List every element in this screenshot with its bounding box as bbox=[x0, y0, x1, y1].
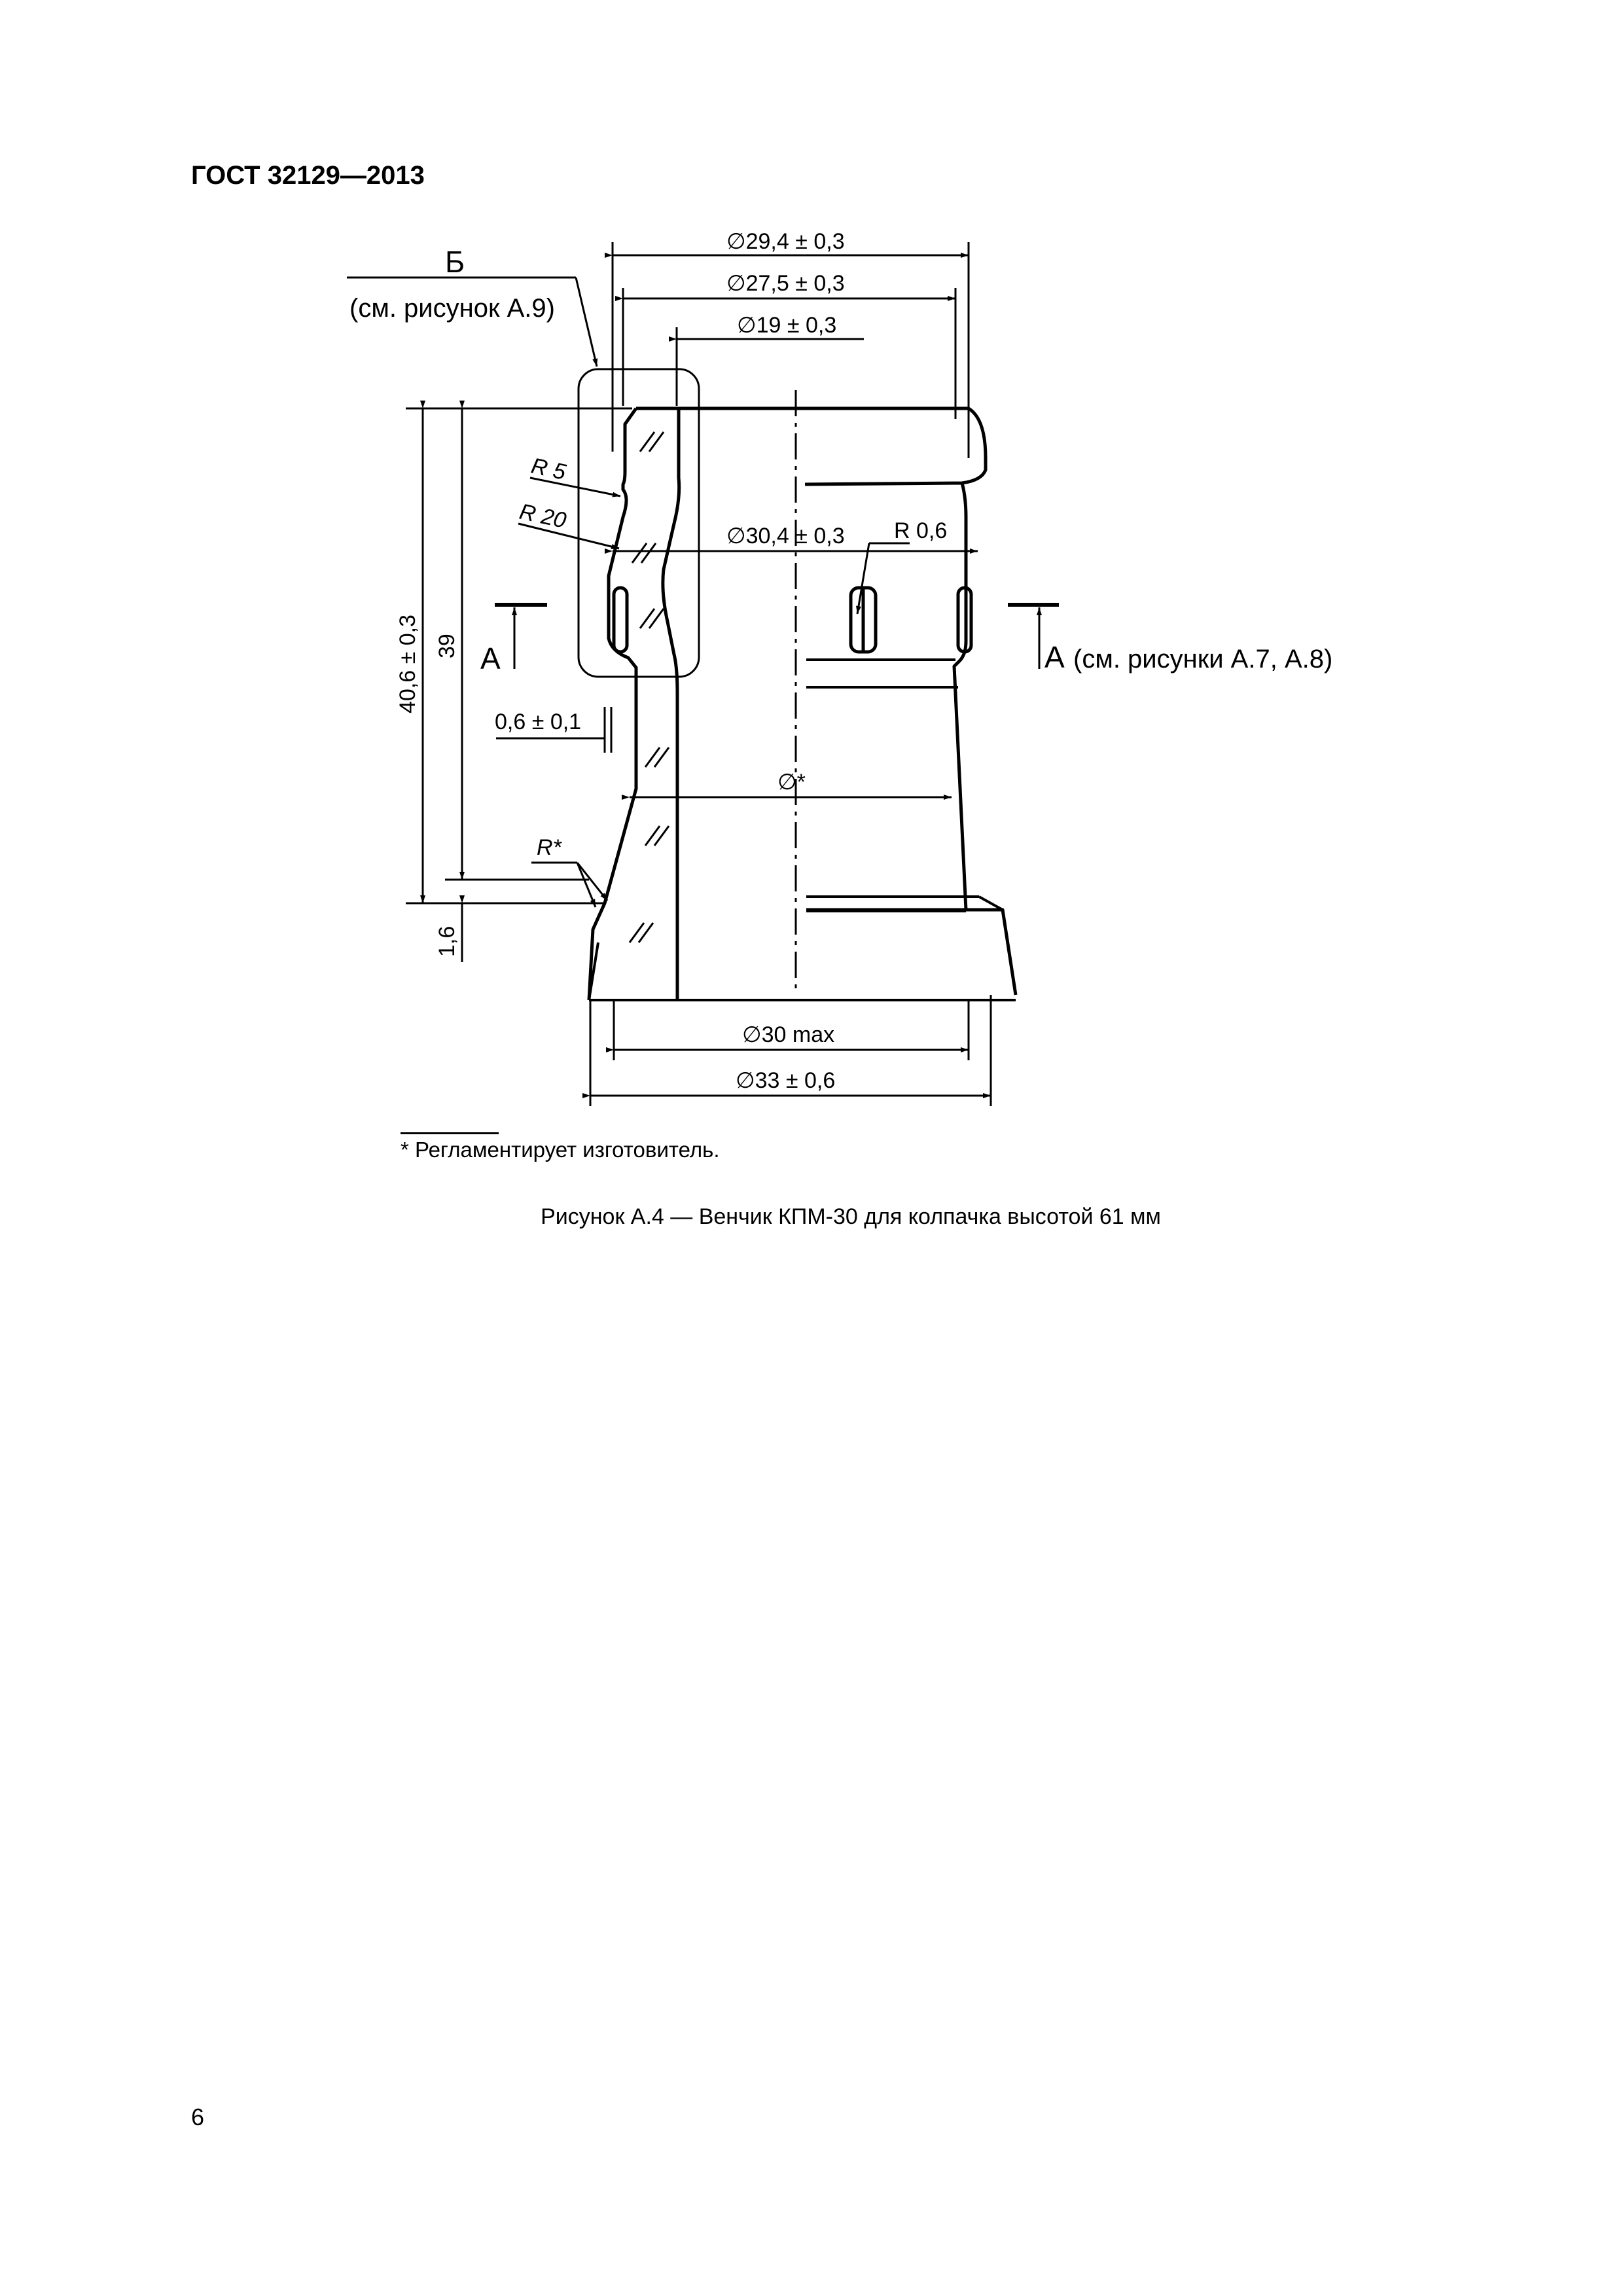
detail-b-frame bbox=[579, 369, 699, 677]
dim-r-5: R 5 bbox=[529, 453, 569, 485]
dim-t-0-6: 0,6 ± 0,1 bbox=[495, 709, 582, 734]
detail-reference: (см. рисунок А.9) bbox=[349, 294, 555, 323]
dim-h-1-6: 1,6 bbox=[435, 925, 459, 957]
dim-h-40-6: 40,6 ± 0,3 bbox=[395, 615, 420, 713]
dim-r-20: R 20 bbox=[517, 499, 569, 533]
section-reference: (см. рисунки А.7, А.8) bbox=[1073, 645, 1333, 673]
dim-d-27-5: ∅27,5 ± 0,3 bbox=[726, 271, 845, 296]
dimension-lines bbox=[347, 242, 1059, 1106]
page-number: 6 bbox=[191, 2104, 205, 2130]
dim-d-30-4: ∅30,4 ± 0,3 bbox=[726, 524, 845, 548]
dim-d-star: ∅* bbox=[777, 770, 806, 795]
standard-header: ГОСТ 32129—2013 bbox=[191, 161, 425, 190]
dim-d-29-4: ∅29,4 ± 0,3 bbox=[726, 229, 845, 254]
dim-h-39: 39 bbox=[435, 634, 459, 658]
section-mark-left: А bbox=[480, 641, 501, 675]
section-mark-right: А bbox=[1044, 640, 1065, 674]
detail-letter: Б bbox=[445, 245, 465, 279]
dim-d-19: ∅19 ± 0,3 bbox=[737, 313, 837, 338]
dim-d-30-max: ∅30 max bbox=[742, 1022, 835, 1047]
figure-caption: Рисунок А.4 — Венчик КПМ-30 для колпачка высотой 61 мм bbox=[541, 1204, 1161, 1229]
callout-texts bbox=[349, 245, 1332, 675]
part-outline bbox=[589, 408, 1016, 1000]
dim-r-star: R* bbox=[537, 835, 562, 860]
footnote-text: * Регламентирует изготовитель. bbox=[401, 1138, 720, 1162]
dim-d-33: ∅33 ± 0,6 bbox=[736, 1068, 836, 1093]
footnote-rule bbox=[401, 1132, 499, 1134]
dim-r-0-6: R 0,6 bbox=[894, 518, 948, 543]
